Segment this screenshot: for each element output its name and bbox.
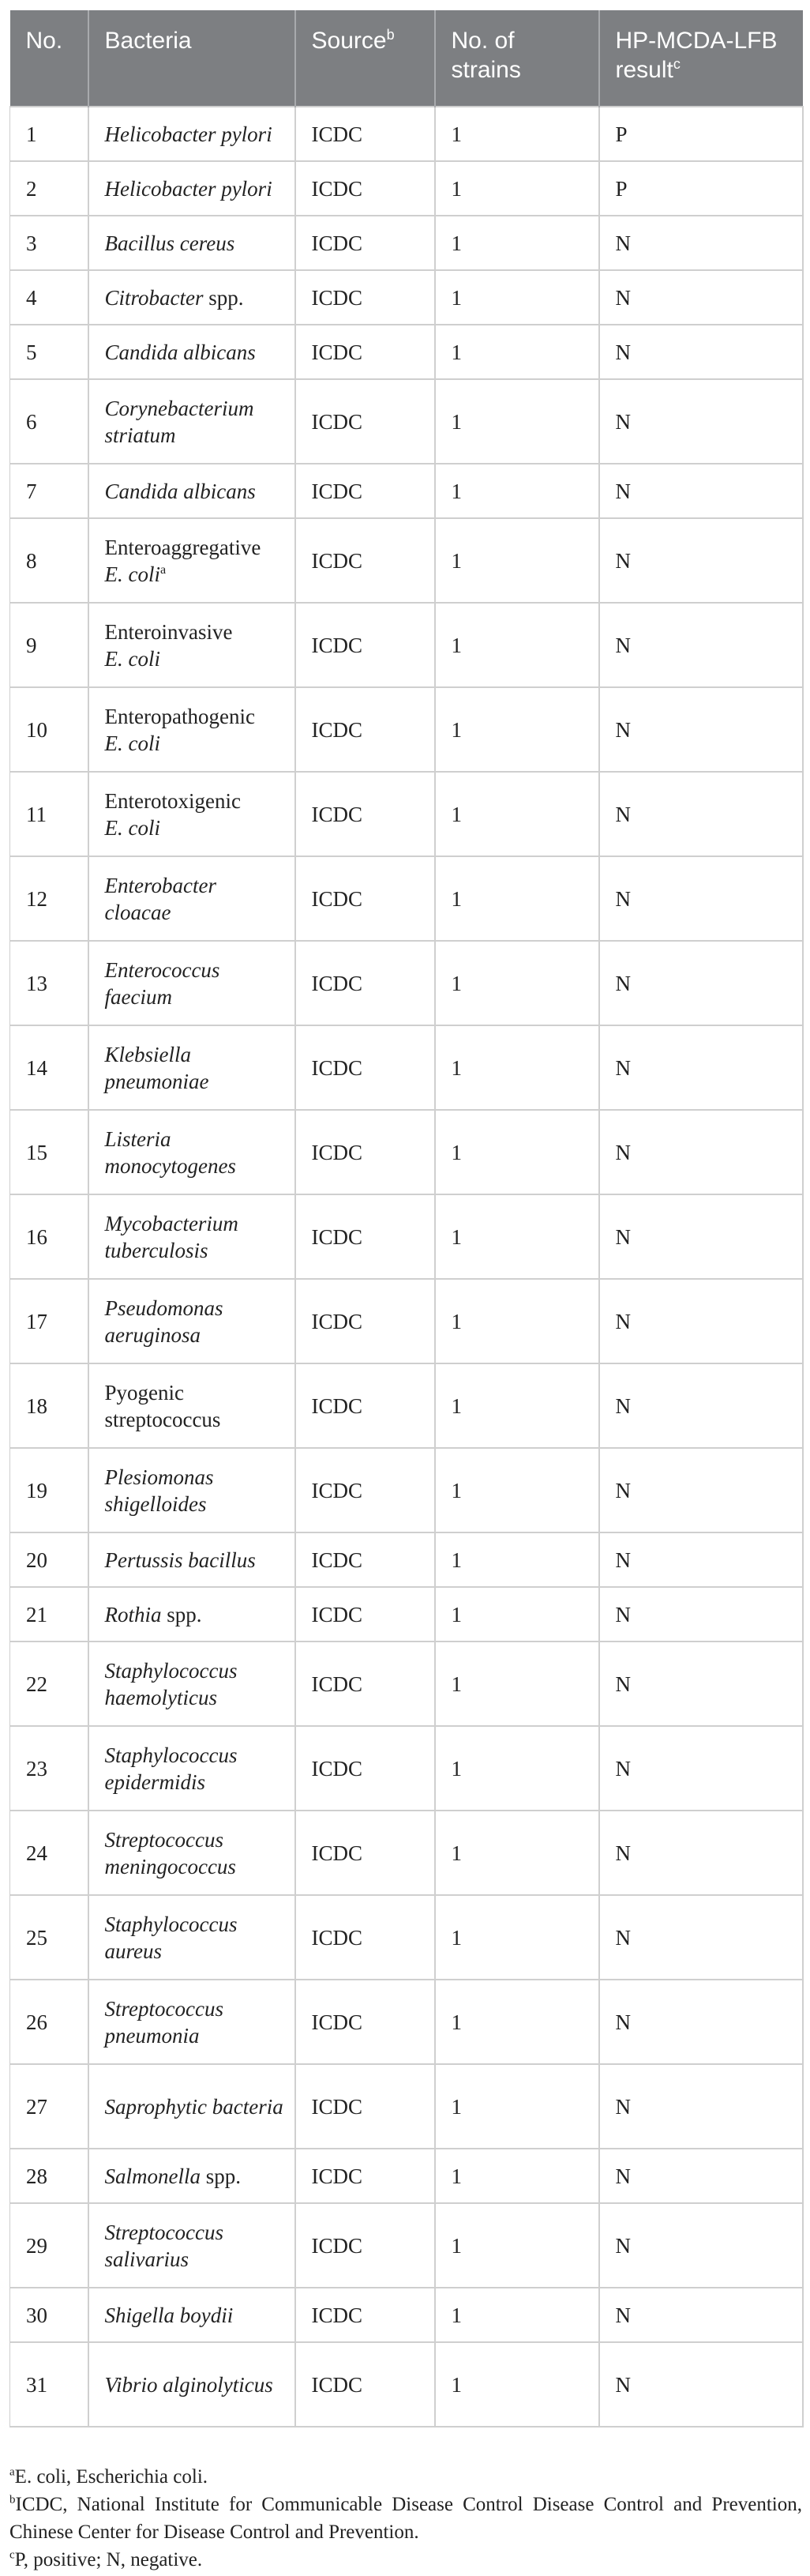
cell-result: N <box>599 1194 803 1279</box>
table-row <box>10 1980 803 2064</box>
header-no: No. <box>10 10 88 107</box>
cell-result: P <box>599 161 803 216</box>
table-row <box>10 2064 803 2149</box>
cell-strains: 1 <box>435 1025 599 1110</box>
table-row <box>10 1025 803 1110</box>
cell-result: N <box>599 518 803 603</box>
cell-result: N <box>599 1980 803 2064</box>
cell-result: P <box>599 107 803 161</box>
cell-bacteria: Saprophytic bacteria <box>88 2064 295 2149</box>
cell-no: 9 <box>10 603 88 687</box>
cell-strains: 1 <box>435 1980 599 2064</box>
cell-source: ICDC <box>295 603 435 687</box>
cell-result: N <box>599 2342 803 2427</box>
cell-bacteria: Enteroaggregative E. coli$^a$ <box>88 518 295 603</box>
table-row <box>10 772 803 856</box>
cell-bacteria: Rothia spp. <box>88 1587 295 1641</box>
cell-strains: 1 <box>435 270 599 325</box>
cell-strains: 1 <box>435 941 599 1025</box>
cell-result: N <box>599 1532 803 1587</box>
cell-source: ICDC <box>295 1110 435 1194</box>
cell-no: 27 <box>10 2064 88 2149</box>
cell-strains: 1 <box>435 518 599 603</box>
cell-strains: 1 <box>435 2288 599 2342</box>
table-row <box>10 216 803 270</box>
cell-no: 24 <box>10 1811 88 1895</box>
strain-table <box>9 10 804 2427</box>
cell-source: ICDC <box>295 464 435 518</box>
cell-source: ICDC <box>295 2288 435 2342</box>
cell-result: N <box>599 2203 803 2288</box>
table-body <box>10 107 803 2427</box>
cell-result: N <box>599 2064 803 2149</box>
cell-source: ICDC <box>295 2149 435 2203</box>
cell-no: 16 <box>10 1194 88 1279</box>
cell-strains: 1 <box>435 1532 599 1587</box>
cell-strains: 1 <box>435 1895 599 1980</box>
cell-result: N <box>599 1587 803 1641</box>
cell-source: ICDC <box>295 1641 435 1726</box>
cell-bacteria: Pyogenic streptococcus <box>88 1363 295 1448</box>
cell-strains: 1 <box>435 2342 599 2427</box>
cell-strains: 1 <box>435 1811 599 1895</box>
cell-strains: 1 <box>435 464 599 518</box>
cell-result: N <box>599 1448 803 1532</box>
cell-source: ICDC <box>295 270 435 325</box>
cell-no: 25 <box>10 1895 88 1980</box>
cell-bacteria: Candida albicans <box>88 325 295 379</box>
cell-strains: 1 <box>435 772 599 856</box>
cell-source: ICDC <box>295 856 435 941</box>
table-row <box>10 379 803 464</box>
cell-bacteria: Salmonella spp. <box>88 2149 295 2203</box>
cell-strains: 1 <box>435 1726 599 1811</box>
table-row <box>10 1895 803 1980</box>
cell-bacteria: Streptococcus pneumonia <box>88 1980 295 2064</box>
cell-strains: 1 <box>435 216 599 270</box>
cell-result: N <box>599 603 803 687</box>
table-row <box>10 1641 803 1726</box>
cell-no: 12 <box>10 856 88 941</box>
cell-strains: 1 <box>435 1110 599 1194</box>
cell-no: 7 <box>10 464 88 518</box>
table-row <box>10 1363 803 1448</box>
cell-source: ICDC <box>295 1532 435 1587</box>
cell-source: ICDC <box>295 687 435 772</box>
cell-result: N <box>599 1811 803 1895</box>
cell-no: 10 <box>10 687 88 772</box>
cell-bacteria: Listeria monocytogenes <box>88 1110 295 1194</box>
cell-strains: 1 <box>435 379 599 464</box>
cell-source: ICDC <box>295 1587 435 1641</box>
cell-source: ICDC <box>295 161 435 216</box>
cell-source: ICDC <box>295 2203 435 2288</box>
cell-strains: 1 <box>435 2203 599 2288</box>
cell-no: 17 <box>10 1279 88 1363</box>
cell-result: N <box>599 1279 803 1363</box>
cell-source: ICDC <box>295 1279 435 1363</box>
cell-bacteria: Vibrio alginolyticus <box>88 2342 295 2427</box>
cell-source: ICDC <box>295 1811 435 1895</box>
table-row <box>10 941 803 1025</box>
cell-no: 11 <box>10 772 88 856</box>
cell-no: 19 <box>10 1448 88 1532</box>
table-row <box>10 1811 803 1895</box>
cell-no: 30 <box>10 2288 88 2342</box>
table-row <box>10 1279 803 1363</box>
table-row <box>10 687 803 772</box>
cell-bacteria: Streptococcus salivarius <box>88 2203 295 2288</box>
cell-no: 13 <box>10 941 88 1025</box>
cell-bacteria: Enterobacter cloacae <box>88 856 295 941</box>
cell-source: ICDC <box>295 1895 435 1980</box>
cell-source: ICDC <box>295 1363 435 1448</box>
cell-bacteria: Plesiomonas shigelloides <box>88 1448 295 1532</box>
table-row <box>10 464 803 518</box>
cell-bacteria: Enteropathogenic E. coli <box>88 687 295 772</box>
cell-no: 6 <box>10 379 88 464</box>
footnote: $^c$P, positive; N, negative. <box>9 2548 203 2570</box>
cell-no: 20 <box>10 1532 88 1587</box>
cell-bacteria: Staphylococcus epidermidis <box>88 1726 295 1811</box>
cell-result: N <box>599 1363 803 1448</box>
cell-no: 2 <box>10 161 88 216</box>
cell-strains: 1 <box>435 603 599 687</box>
table-header-row <box>10 10 803 107</box>
table-row <box>10 1587 803 1641</box>
footnote: $^b$ICDC, National Institute for Communicable Disease Control Disease Control and Prevention, Chinese Center for Disease Control and Prevention. <box>9 2493 802 2543</box>
table-row <box>10 325 803 379</box>
cell-no: 18 <box>10 1363 88 1448</box>
cell-strains: 1 <box>435 1448 599 1532</box>
cell-strains: 1 <box>435 107 599 161</box>
cell-source: ICDC <box>295 941 435 1025</box>
cell-source: ICDC <box>295 1448 435 1532</box>
cell-source: ICDC <box>295 2064 435 2149</box>
cell-result: N <box>599 1895 803 1980</box>
cell-strains: 1 <box>435 1641 599 1726</box>
cell-result: N <box>599 2288 803 2342</box>
header-source: Source$^b$ <box>295 10 435 107</box>
cell-bacteria: Helicobacter pylori <box>88 161 295 216</box>
cell-bacteria: Candida albicans <box>88 464 295 518</box>
cell-bacteria: Streptococcus meningococcus <box>88 1811 295 1895</box>
cell-result: N <box>599 325 803 379</box>
cell-result: N <box>599 216 803 270</box>
strain-table-container <box>9 10 802 2427</box>
cell-bacteria: Mycobacterium tuberculosis <box>88 1194 295 1279</box>
table-row <box>10 603 803 687</box>
cell-result: N <box>599 687 803 772</box>
cell-no: 22 <box>10 1641 88 1726</box>
table-row <box>10 2342 803 2427</box>
table-row <box>10 856 803 941</box>
cell-no: 3 <box>10 216 88 270</box>
table-row <box>10 2149 803 2203</box>
cell-bacteria: Corynebacterium striatum <box>88 379 295 464</box>
cell-bacteria: Shigella boydii <box>88 2288 295 2342</box>
cell-source: ICDC <box>295 325 435 379</box>
cell-bacteria: Klebsiella pneumoniae <box>88 1025 295 1110</box>
cell-strains: 1 <box>435 325 599 379</box>
table-row <box>10 1110 803 1194</box>
cell-no: 15 <box>10 1110 88 1194</box>
cell-source: ICDC <box>295 518 435 603</box>
table-row <box>10 107 803 161</box>
table-row <box>10 1532 803 1587</box>
cell-strains: 1 <box>435 1279 599 1363</box>
cell-no: 31 <box>10 2342 88 2427</box>
cell-no: 21 <box>10 1587 88 1641</box>
table-row <box>10 270 803 325</box>
cell-source: ICDC <box>295 1194 435 1279</box>
header-bacteria: Bacteria <box>88 10 295 107</box>
cell-bacteria: Bacillus cereus <box>88 216 295 270</box>
cell-strains: 1 <box>435 1363 599 1448</box>
cell-strains: 1 <box>435 1194 599 1279</box>
cell-no: 5 <box>10 325 88 379</box>
cell-result: N <box>599 2149 803 2203</box>
cell-no: 28 <box>10 2149 88 2203</box>
cell-source: ICDC <box>295 107 435 161</box>
cell-result: N <box>599 1110 803 1194</box>
cell-strains: 1 <box>435 687 599 772</box>
cell-result: N <box>599 270 803 325</box>
cell-strains: 1 <box>435 1587 599 1641</box>
cell-no: 29 <box>10 2203 88 2288</box>
cell-no: 8 <box>10 518 88 603</box>
cell-bacteria: Pertussis bacillus <box>88 1532 295 1587</box>
cell-bacteria: Citrobacter spp. <box>88 270 295 325</box>
table-row <box>10 2288 803 2342</box>
cell-result: N <box>599 856 803 941</box>
table-row <box>10 518 803 603</box>
table-row <box>10 161 803 216</box>
footnote: $^a$E. coli, Escherichia coli. <box>9 2465 208 2488</box>
cell-bacteria: Pseudomonas aeruginosa <box>88 1279 295 1363</box>
header-result: HP-MCDA-LFB result$^c$ <box>615 28 778 83</box>
cell-result: N <box>599 1641 803 1726</box>
cell-source: ICDC <box>295 216 435 270</box>
table-row <box>10 1194 803 1279</box>
cell-source: ICDC <box>295 1025 435 1110</box>
cell-result: N <box>599 1025 803 1110</box>
cell-result: N <box>599 464 803 518</box>
cell-result: N <box>599 772 803 856</box>
cell-source: ICDC <box>295 379 435 464</box>
cell-result: N <box>599 379 803 464</box>
cell-no: 23 <box>10 1726 88 1811</box>
table-row <box>10 2203 803 2288</box>
cell-strains: 1 <box>435 161 599 216</box>
cell-no: 4 <box>10 270 88 325</box>
footnotes <box>9 2463 802 2574</box>
cell-source: ICDC <box>295 1726 435 1811</box>
cell-no: 1 <box>10 107 88 161</box>
cell-no: 26 <box>10 1980 88 2064</box>
cell-source: ICDC <box>295 2342 435 2427</box>
table-row <box>10 1726 803 1811</box>
cell-strains: 1 <box>435 2064 599 2149</box>
cell-source: ICDC <box>295 1980 435 2064</box>
header-strains: No. of strains <box>435 10 599 107</box>
table-row <box>10 1448 803 1532</box>
cell-bacteria: Helicobacter pylori <box>88 107 295 161</box>
cell-bacteria: Enteroinvasive E. coli <box>88 603 295 687</box>
cell-strains: 1 <box>435 856 599 941</box>
cell-bacteria: Enterococcus faecium <box>88 941 295 1025</box>
cell-bacteria: Enterotoxigenic E. coli <box>88 772 295 856</box>
cell-no: 14 <box>10 1025 88 1110</box>
cell-result: N <box>599 941 803 1025</box>
cell-result: N <box>599 1726 803 1811</box>
cell-strains: 1 <box>435 2149 599 2203</box>
cell-source: ICDC <box>295 772 435 856</box>
cell-bacteria: Staphylococcus haemolyticus <box>88 1641 295 1726</box>
cell-bacteria: Staphylococcus aureus <box>88 1895 295 1980</box>
